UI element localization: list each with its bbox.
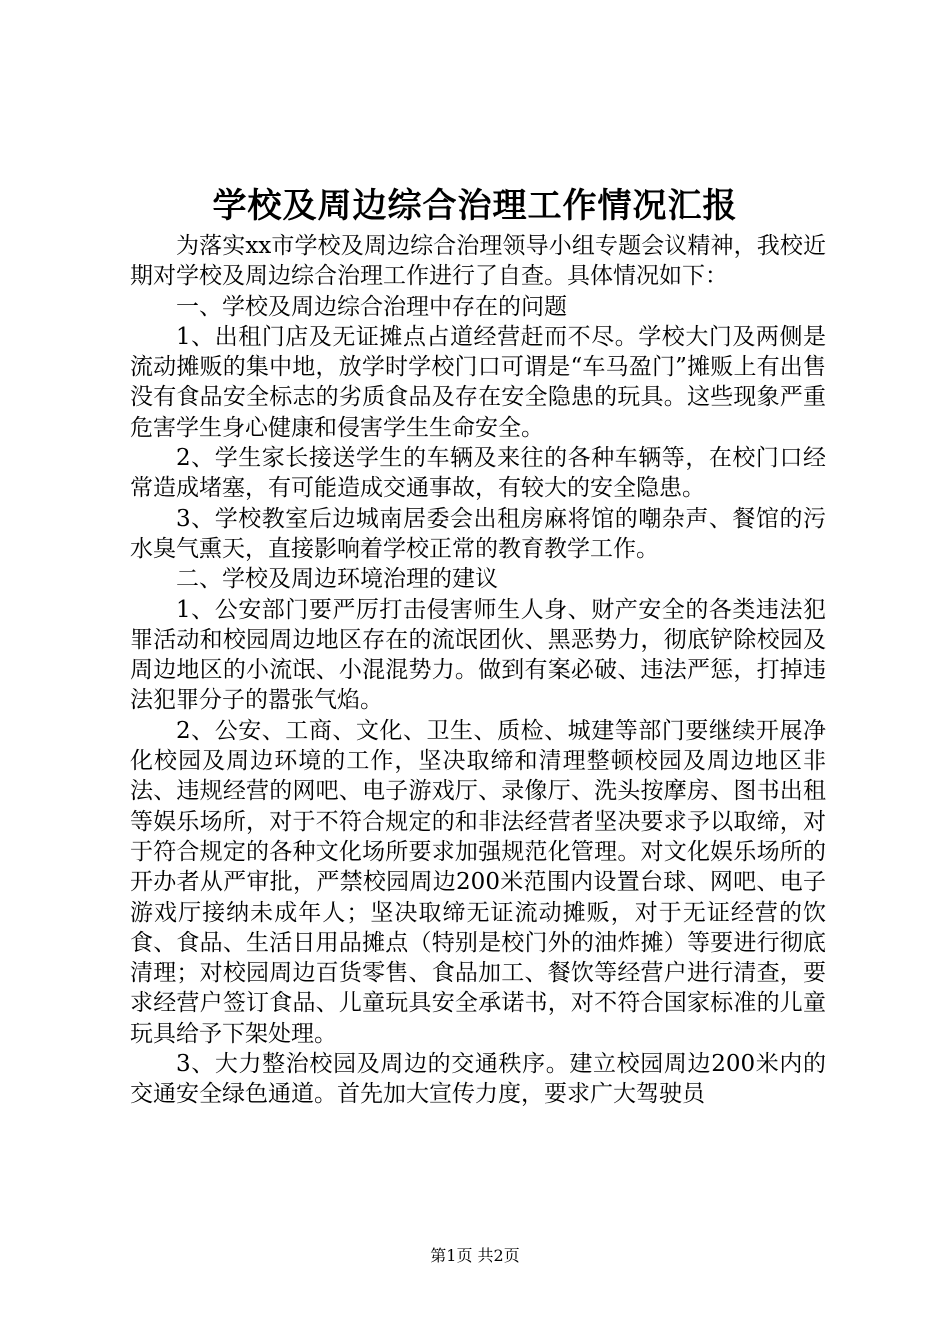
- paragraph-suggestion-1: 1、公安部门要严厉打击侵害师生人身、财产安全的各类违法犯罪活动和校园周边地区存在的流氓团伙、黑恶势力，彻底铲除校园及周边地区的小流氓、小混混势力。做到有案必破、违法严惩，打掉违法犯罪分子的嚣张气焰。: [130, 596, 826, 714]
- section-heading-suggestions: 二、学校及周边环境治理的建议: [176, 566, 498, 593]
- document-title: 学校及周边综合治理工作情况汇报: [212, 186, 738, 226]
- paragraph-problem-1: 1、出租门店及无证摊点占道经营赶而不尽。学校大门及两侧是流动摊贩的集中地，放学时学校门口可谓是“车马盈门”摊贩上有出售没有食品安全标志的劣质食品及存在安全隐患的玩具。这些现象严重危害学生身心健康和侵害学生生命安全。: [130, 323, 826, 441]
- paragraph-problem-3: 3、学校教室后边城南居委会出租房麻将馆的嘲杂声、餐馆的污水臭气熏天，直接影响着学校正常的教育教学工作。: [130, 505, 826, 562]
- paragraph-intro: 为落实xx市学校及周边综合治理领导小组专题会议精神，我校近期对学校及周边综合治理工作进行了自查。具体情况如下：: [130, 233, 826, 290]
- paragraph-problem-2: 2、学生家长接送学生的车辆及来往的各种车辆等，在校门口经常造成堵塞，有可能造成交通事故，有较大的安全隐患。: [130, 445, 826, 502]
- section-heading-problems: 一、学校及周边综合治理中存在的问题: [176, 293, 567, 320]
- paragraph-suggestion-3: 3、大力整治校园及周边的交通秩序。建立校园周边200米内的交通安全绿色通道。首先加大宣传力度，要求广大驾驶员: [130, 1051, 826, 1108]
- page-footer: 第1页 共2页: [430, 1246, 520, 1265]
- paragraph-suggestion-2: 2、公安、工商、文化、卫生、质检、城建等部门要继续开展净化校园及周边环境的工作，坚决取缔和清理整顿校园及周边地区非法、违规经营的网吧、电子游戏厅、录像厅、洗头按摩房、图书出租等娱乐场所，对于不符合规定的和非法经营者坚决要求予以取缔，对于符合规定的各种文化场所要求加强规范化管理。对文化娱乐场所的开办者从严审批，严禁校园周边200米范围内设置台球、网吧、电子游戏厅接纳未成年人；坚决取缔无证流动摊贩，对于无证经营的饮食、食品、生活日用品摊点（特别是校门外的油炸摊）等要进行彻底清理；对校园周边百货零售、食品加工、餐饮等经营户进行清查，要求经营户签订食品、儿童玩具安全承诺书，对不符合国家标准的儿童玩具给予下架处理。: [130, 717, 826, 1047]
- document-body: [130, 231, 826, 1110]
